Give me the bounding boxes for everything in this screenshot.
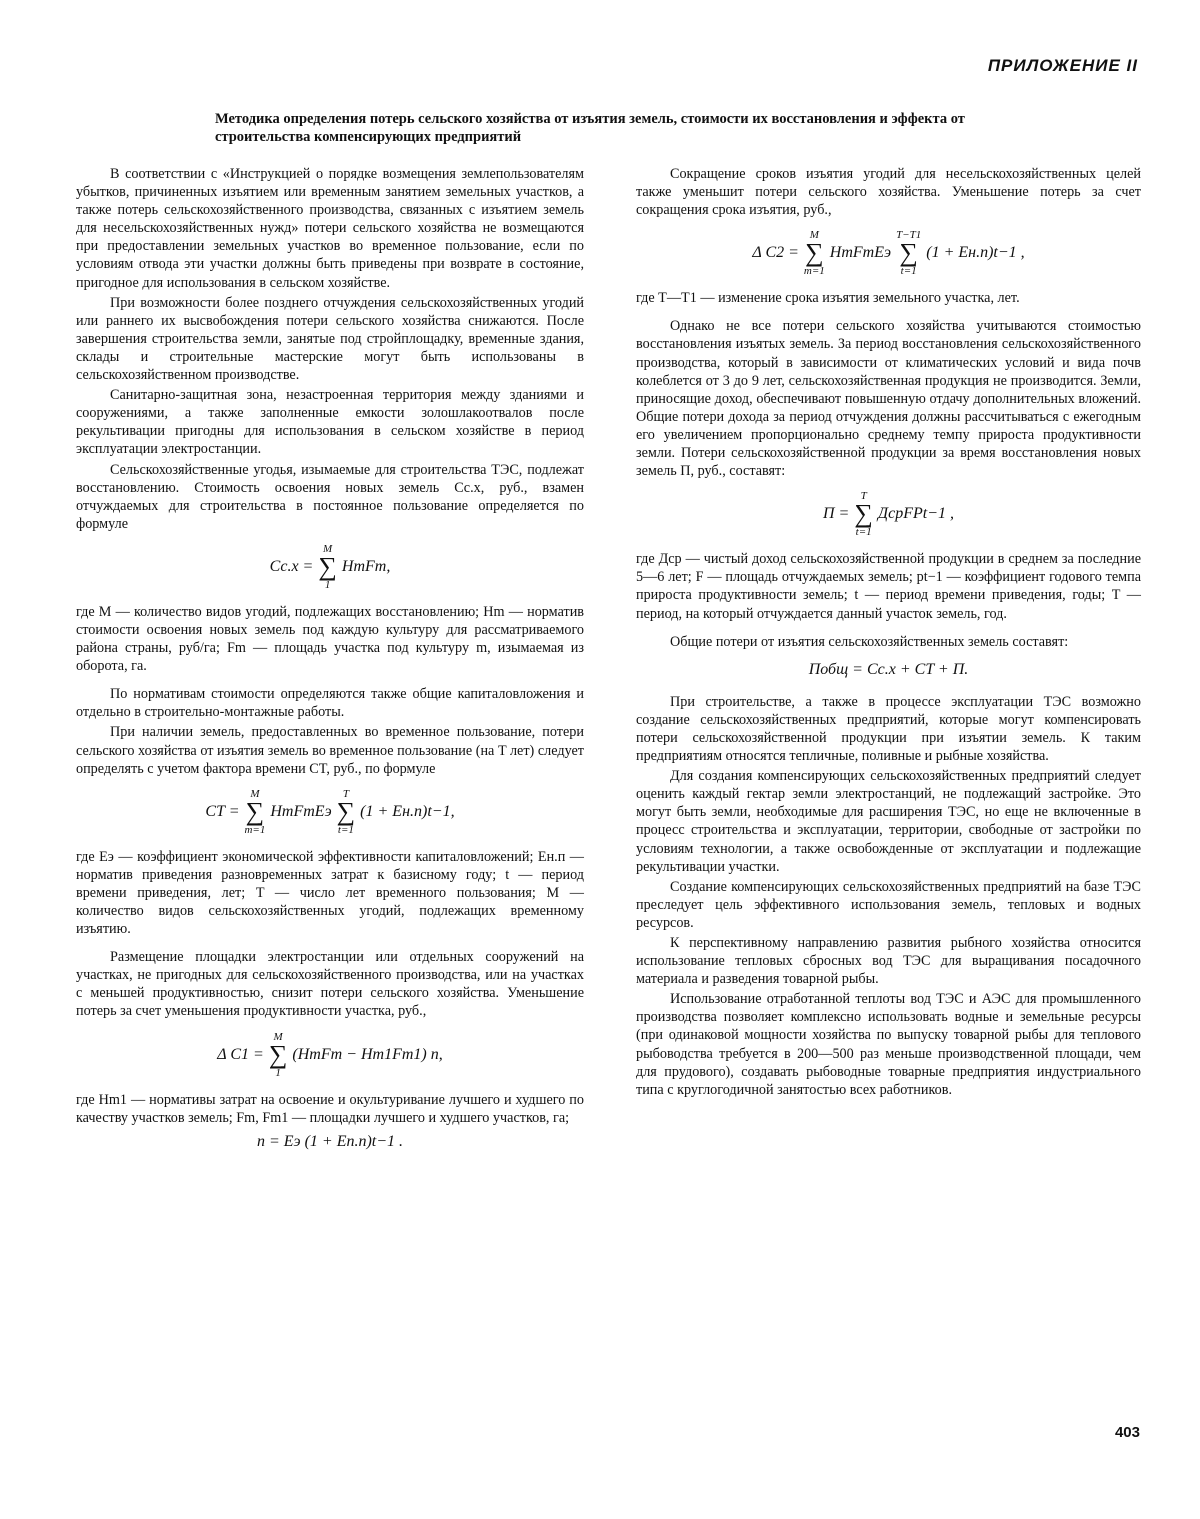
formula-cost-land — [76, 543, 584, 591]
formula-lhs: Δ C1 = — [217, 1045, 264, 1063]
paragraph: где Hm1 — нормативы затрат на освоение и окультуривание лучшего и худшего по качеству участков земель; Fm, Fm1 — площадки лучшего и худшего участков, га; — [76, 1091, 584, 1126]
paragraph: где M — количество видов угодий, подлежащих восстановлению; Hm — норматив стоимости освоения новых земель под каждую культуру для рассматриваемого района страны, руб/га; Fm — площадь участка под культуру m, изымаемая из оборота, га. — [76, 603, 584, 675]
paragraph: К перспективному направлению развития рыбного хозяйства относится использование тепловых сбросных вод ТЭС для выращивания посадочного материала и разведения товарной рыбы. — [636, 935, 1141, 988]
sum-lower-limit: m=1 — [803, 265, 825, 278]
sum-operator — [804, 229, 825, 277]
sum-operator — [896, 229, 921, 277]
sigma-symbol: ∑ — [318, 551, 337, 581]
formula-term-reduction — [636, 229, 1141, 277]
sum-upper-limit: M — [323, 542, 333, 555]
sigma-symbol: ∑ — [854, 499, 873, 529]
paragraph: При возможности более позднего отчуждения сельскохозяйственных угодий или раннего их высвобождения потери сельского хозяйства снижаются. После завершения строительства земли, занятые под стройплощадку, временные здания, склады и строительные мастерские могут быть использованы в сельскохозяйственном производстве. — [76, 294, 584, 384]
left-column — [76, 165, 584, 1163]
formula-lhs: CT = — [205, 802, 240, 820]
paragraph: При наличии земель, предоставленных во временное пользование, потери сельского хозяйства от изъятия земель во временное пользование (на T лет) следует определять с учетом фактора времени CT, руб., по формуле — [76, 724, 584, 777]
formula-productivity — [76, 1031, 584, 1079]
formula-lhs: Δ C2 = — [752, 244, 799, 262]
paragraph: Общие потери от изъятия сельскохозяйственных земель составят: — [670, 633, 1069, 650]
sum-lower-limit: m=1 — [244, 823, 266, 836]
sigma-symbol: ∑ — [245, 796, 265, 826]
paragraph: Сельскохозяйственные угодья, изымаемые для строительства ТЭС, подлежат восстановлению. Стоимость освоения новых земель Cс.х, руб., взамен отчуждаемых для строительства в постоянное пользование определяется по формуле — [76, 461, 584, 532]
sum-upper-limit: T−T1 — [896, 229, 922, 242]
paragraph: По нормативам стоимости определяются также общие капиталовложения и отдельно в строительно-монтажные работы. — [76, 686, 584, 721]
formula-rhs: (1 + Eн.п)t−1 , — [926, 244, 1025, 262]
sum-operator — [244, 788, 265, 836]
sum-upper-limit: T — [342, 787, 349, 800]
formula-lhs: П = — [823, 505, 850, 523]
sum-operator — [269, 1031, 288, 1079]
formula-production-loss — [636, 490, 1141, 538]
sigma-symbol: ∑ — [268, 1039, 288, 1069]
sigma-symbol: ∑ — [336, 796, 356, 826]
paragraph: Создание компенсирующих сельскохозяйственных предприятий на базе ТЭС преследует цель эффективного использования земель, тепловых и водных ресурсов. — [636, 878, 1141, 931]
sum-lower-limit: 1 — [275, 1066, 281, 1079]
paragraph: При строительстве, а также в процессе эксплуатации ТЭС возможно создание сельскохозяйственных предприятий, которые могут компенсировать потери сельскохозяйственной продукции при изъятии земель. К таким предприятиям относятся тепличные, поливные и рыбные хозяйства. — [636, 693, 1141, 765]
page-number: 403 — [1114, 1424, 1140, 1441]
formula-lhs: Cс.х = — [269, 557, 314, 575]
paragraph: Санитарно-защитная зона, незастроенная территория между зданиями и сооружениями, а также заполненные емкости золошлакоотвалов после рекультивации пригодны для использования в сельском хозяйстве в период эксплуатации электростанции. — [76, 387, 584, 458]
sum-lower-limit: 1 — [324, 578, 331, 591]
formula-rhs: ДсрFPt−1 , — [877, 505, 954, 523]
paragraph: Размещение площадки электростанции или отдельных сооружений на участках, не пригодных для сельскохозяйственного производства, или на участках с меньшей продуктивностью, снизит потери сельского хозяйства. Уменьшение потерь за счет уменьшения продуктивности участка, руб., — [76, 949, 584, 1020]
sum-operator — [318, 543, 337, 591]
formula-time-factor — [76, 788, 584, 836]
formula-rhs: HmFm, — [341, 557, 391, 575]
formula-rhs: (HmFm − Hm1Fm1) n, — [292, 1045, 443, 1063]
paragraph: Для создания компенсирующих сельскохозяйственных предприятий следует оценить каждый гектар земли электростанций, не подлежащий застройке. Это могут быть земли, необходимые для расширения ТЭС, но еще не включенные в процесс строительства и эксплуатации, территории, свободные от застройки по условиям технологии, а также освобожденные от эксплуатации и подлежащие рекультивации участки. — [636, 768, 1141, 875]
paragraph: где T—T1 — изменение срока изъятия земельного участка, лет. — [636, 290, 1020, 307]
formula-n: n = Eэ (1 + Eп.п)t−1 . — [256, 1132, 404, 1150]
paragraph: Однако не все потери сельского хозяйства учитываются стоимостью восстановления изъятых земель. За период восстановления сельскохозяйственного производства, который в зависимости от климатических условий и вида почв колеблется от 3 до 9 лет, сельскохозяйственная продукция не производится. Земли, приносящие доход, обеспечивают повышенную отдачу дополнительных вложений. Общие потери дохода за период отчуждения должны рассчитываться с ежегодным его увеличением пропорционально среднему темпу прироста продуктивности земли. Потери сельскохозяйственной продукции за время восстановления новых земель П, руб., составят: — [636, 318, 1141, 480]
sum-operator — [854, 490, 873, 538]
sum-upper-limit: M — [273, 1030, 283, 1043]
sum-upper-limit: M — [250, 787, 260, 800]
paragraph: Сокращение сроков изъятия угодий для несельскохозяйственных целей также уменьшит потери сельского хозяйства. Уменьшение потерь за счет сокращения срока изъятия, руб., — [636, 166, 1141, 219]
appendix-label: ПРИЛОЖЕНИЕ II — [987, 56, 1138, 75]
sigma-symbol: ∑ — [805, 238, 824, 268]
sum-operator — [337, 788, 356, 836]
sigma-symbol: ∑ — [899, 238, 918, 268]
right-column — [636, 165, 1141, 1099]
formula-middle: HmFmEэ — [829, 244, 892, 262]
document-title: Методика определения потерь сельского хозяйства от изъятия земель, стоимости их восстановления и эффекта от строительства компенсирующих предприятий — [215, 111, 965, 145]
paragraph: где Eэ — коэффициент экономической эффективности капиталовложений; Eн.п — норматив приведения разновременных затрат к базисному году; t — период времени приведения, лет; T — число лет временного пользования; M — количество видов сельскохозяйственных угодий, подлежащих временному изъятию. — [76, 848, 584, 938]
paragraph: где Дср — чистый доход сельскохозяйственной продукции в среднем за последние 5—6 лет; F — площадь отчуждаемых земель; pt−1 — коэффициент годового темпа прироста продуктивности земель; t — период времени приведения, годы; T — период, на который отчуждается данный участок земель, год. — [636, 551, 1141, 622]
sum-upper-limit: T — [860, 490, 867, 503]
formula-middle: HmFmEэ — [270, 802, 332, 820]
sum-lower-limit: t=1 — [337, 823, 354, 836]
sum-lower-limit: t=1 — [900, 265, 917, 278]
sum-lower-limit: t=1 — [855, 526, 872, 539]
paragraph: В соответствии с «Инструкцией о порядке возмещения землепользователям убытков, причиненных изъятием или временным занятием земельных участков, а также потерь сельскохозяйственного производства, связанных с изъятием земель для несельскохозяйственных нужд» потери сельского хозяйства не возмещаются при предоставлении земельных участков во временное пользование, если по условиям отвода эти участки должны быть приведены при возврате в состояние, пригодное для использования в сельском хозяйстве. — [76, 166, 584, 291]
paragraph: Использование отработанной теплоты вод ТЭС и АЭС для промышленного производства позволяет комплексно использовать водные и земельные ресурсы (при одинаковой мощности хозяйства по выпуску товарной рыбы для теплового рыбоводства требуется в 200—500 раз меньше производственной площади, чем для прудового), создавать рыбоводные товарные предприятия индустриального типа с круглогодичной занятостью всех работников. — [636, 991, 1141, 1098]
formula-rhs: (1 + Eн.п)t−1, — [360, 802, 455, 820]
formula-total-loss: Побщ = Cс.х + CT + П. — [808, 660, 969, 678]
sum-upper-limit: M — [809, 229, 819, 242]
